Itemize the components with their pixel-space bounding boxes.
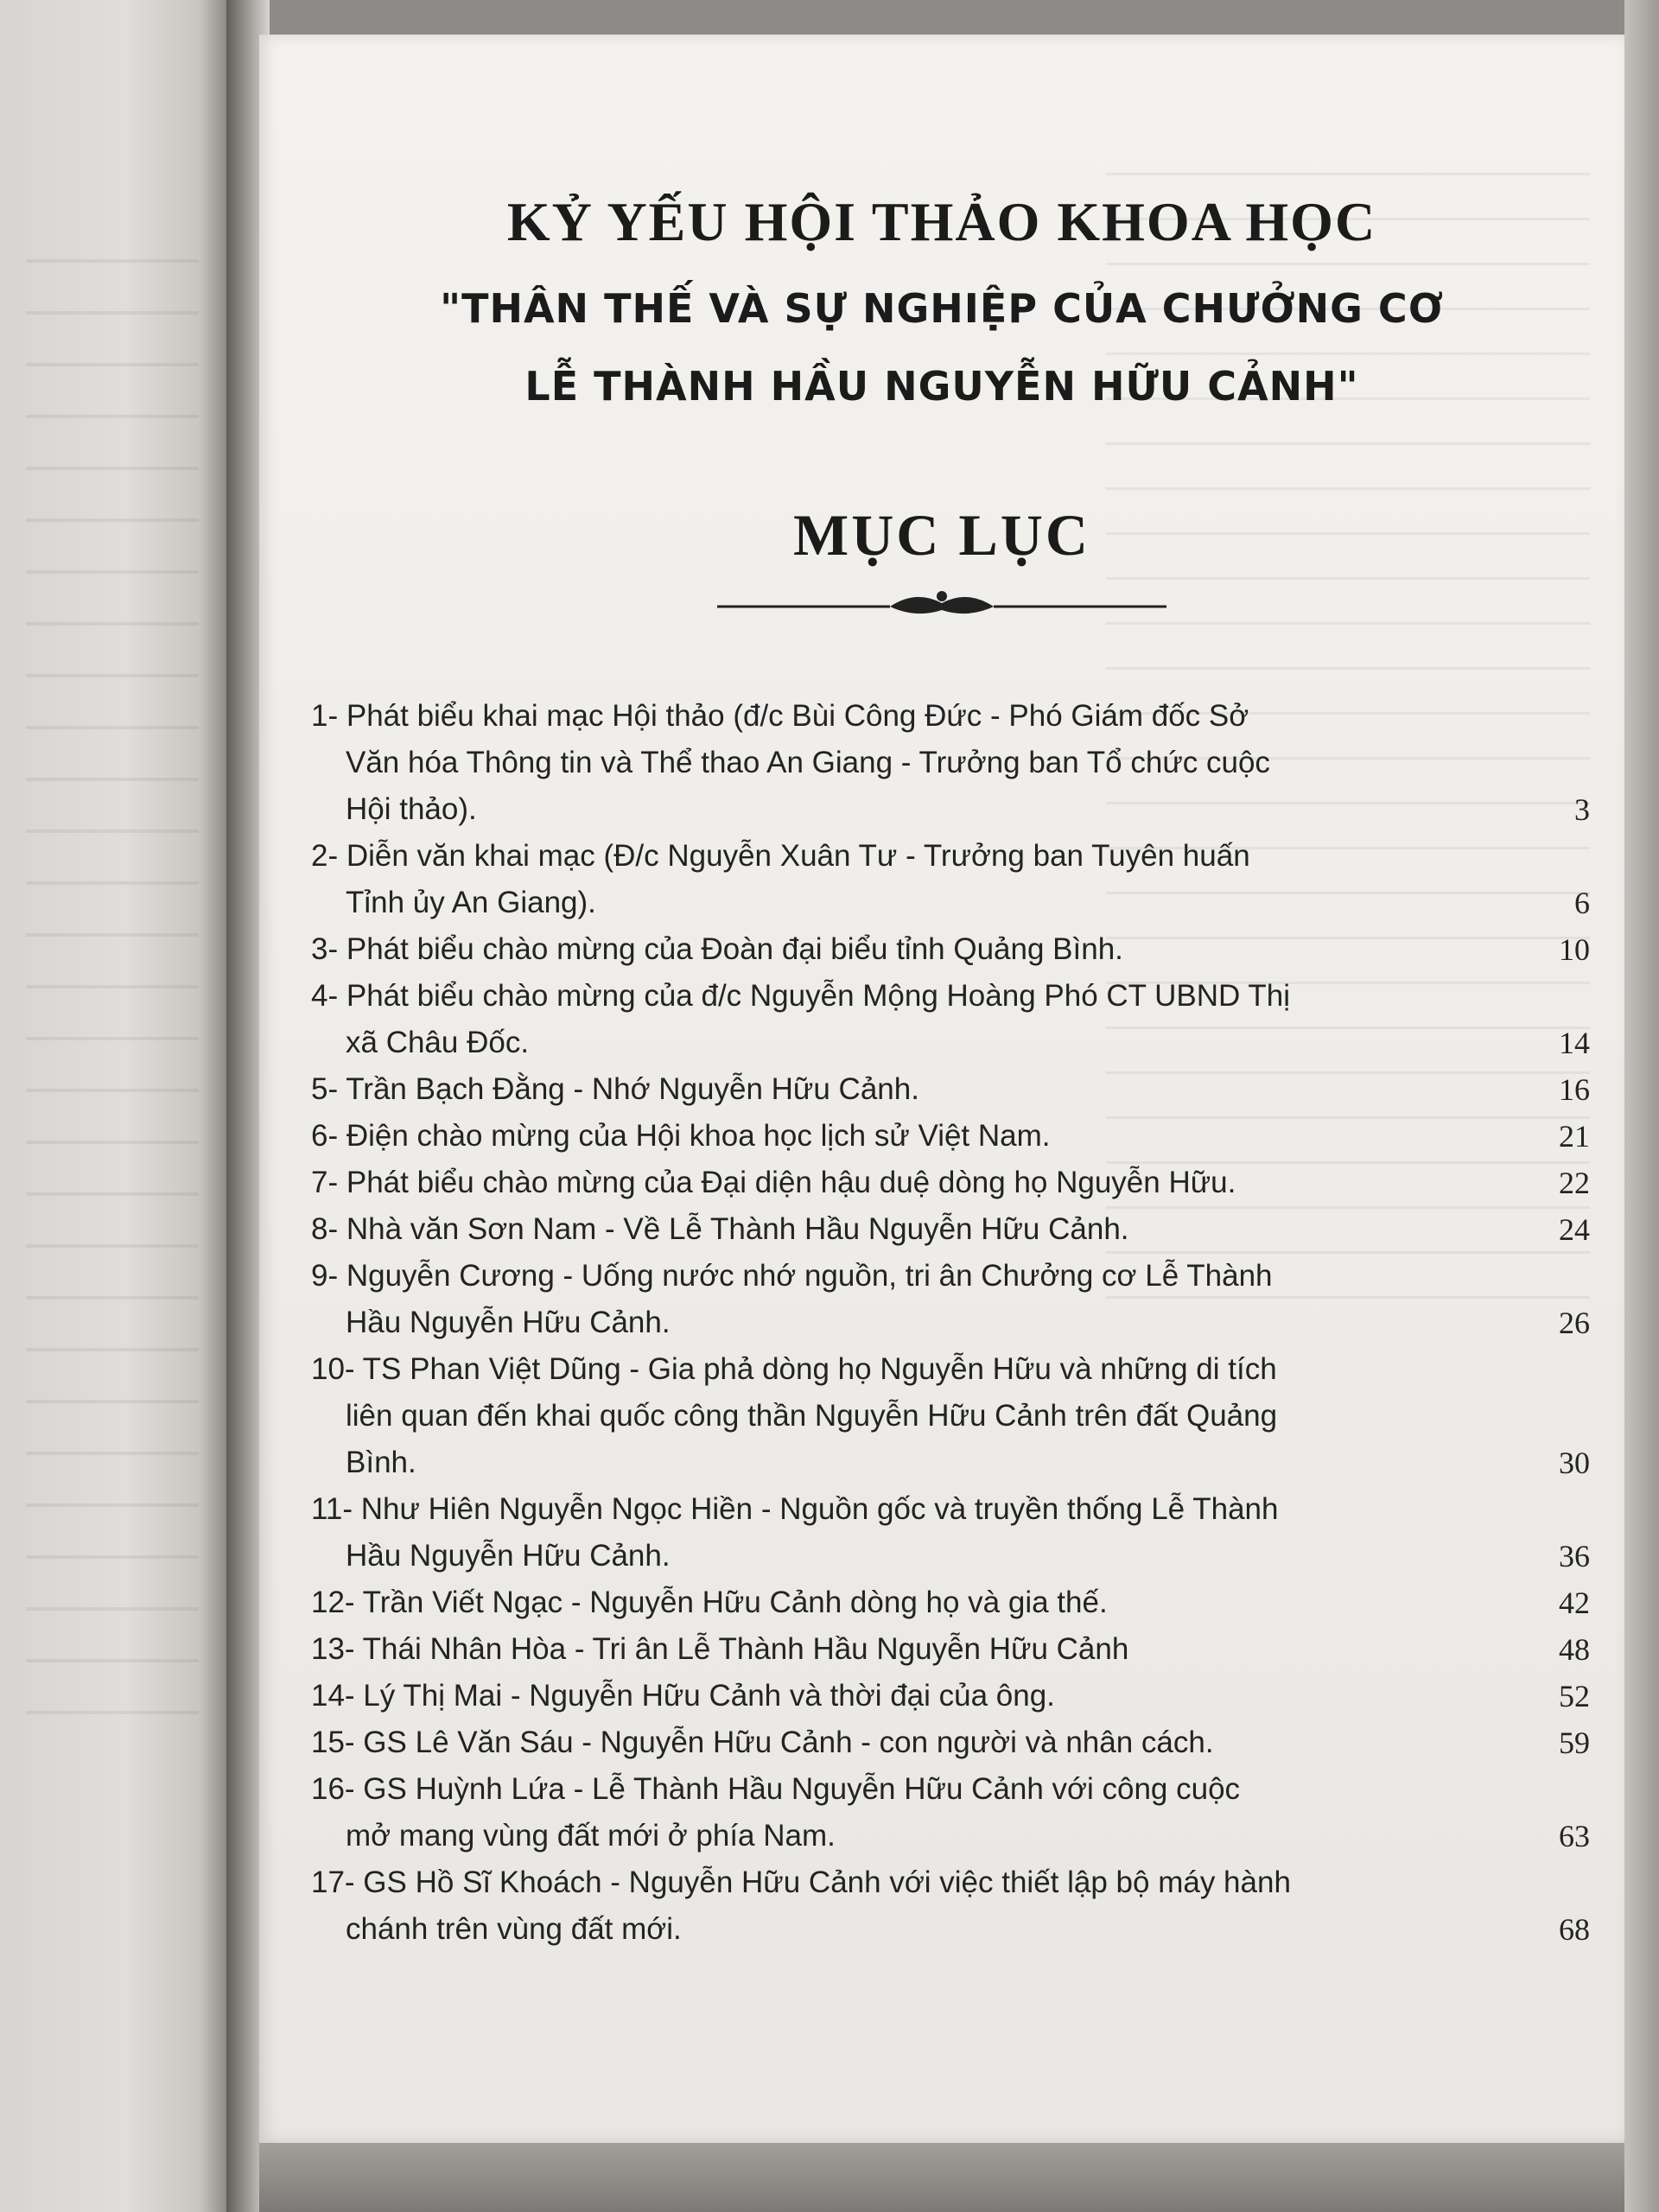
toc-page-number: 48 <box>1559 1632 1590 1667</box>
toc-entry-line: 5- Trần Bạch Đằng - Nhớ Nguyễn Hữu Cảnh. <box>311 1072 919 1106</box>
toc-page-number: 21 <box>1559 1119 1590 1154</box>
toc-entry <box>311 1673 1590 1719</box>
ornament-divider-icon <box>717 584 1166 619</box>
toc-entry-text <box>311 833 1512 926</box>
toc-page-number: 26 <box>1559 1306 1590 1340</box>
toc-entry-line: Tỉnh ủy An Giang). <box>346 886 596 919</box>
toc-entry-line: liên quan đến khai quốc công thần Nguyễn Hữu Cảnh trên đất Quảng <box>346 1399 1278 1433</box>
toc-entry-text <box>311 1673 1512 1719</box>
toc-entry <box>311 1719 1590 1766</box>
toc-entry-line: 12- Trần Viết Ngạc - Nguyễn Hữu Cảnh dòng họ và gia thế. <box>311 1586 1108 1619</box>
toc-page-number: 36 <box>1559 1539 1590 1573</box>
toc-entry <box>311 693 1590 833</box>
toc-entry <box>311 1766 1590 1859</box>
toc-entry <box>311 1486 1590 1580</box>
toc-entry-text <box>311 1113 1512 1160</box>
toc-entry-text <box>311 1626 1512 1673</box>
toc-page-number: 6 <box>1574 886 1590 920</box>
toc-entry-text <box>311 1160 1512 1206</box>
toc-entry-line: mở mang vùng đất mới ở phía Nam. <box>346 1819 836 1853</box>
toc-entry-line: Văn hóa Thông tin và Thể thao An Giang - Trưởng ban Tổ chức cuộc <box>346 746 1270 779</box>
toc-entry-line: chánh trên vùng đất mới. <box>346 1912 682 1946</box>
toc-entry <box>311 1580 1590 1626</box>
toc-entry-line: 14- Lý Thị Mai - Nguyễn Hữu Cảnh và thời đại của ông. <box>311 1679 1055 1713</box>
toc-entry-line: Hội thảo). <box>346 792 477 826</box>
toc-entry-line: xã Châu Đốc. <box>346 1026 530 1059</box>
toc-entry-line: Hầu Nguyễn Hữu Cảnh. <box>346 1306 671 1339</box>
previous-page <box>0 0 226 2212</box>
show-through-text <box>26 259 199 1728</box>
toc-entry-text <box>311 1346 1512 1486</box>
toc-page-number: 22 <box>1559 1166 1590 1200</box>
toc-entry-text <box>311 1719 1512 1766</box>
toc-entry-line: 8- Nhà văn Sơn Nam - Về Lễ Thành Hầu Nguyễn Hữu Cảnh. <box>311 1212 1129 1246</box>
toc-page-number: 14 <box>1559 1026 1590 1060</box>
toc-entry-text <box>311 1486 1512 1580</box>
toc-entry <box>311 833 1590 926</box>
toc-entry <box>311 1626 1590 1673</box>
toc-entry-line: Bình. <box>346 1446 416 1479</box>
toc-entry-line: 3- Phát biểu chào mừng của Đoàn đại biểu tỉnh Quảng Bình. <box>311 932 1123 966</box>
toc-entry-line: Hầu Nguyễn Hữu Cảnh. <box>346 1539 671 1573</box>
page-stack-edge-right <box>1624 0 1659 2212</box>
toc-entry <box>311 1859 1590 1953</box>
toc-page-number: 16 <box>1559 1072 1590 1107</box>
table-of-contents <box>311 693 1590 1953</box>
toc-entry <box>311 926 1590 973</box>
toc-page-number: 68 <box>1559 1912 1590 1947</box>
toc-page-number: 3 <box>1574 792 1590 827</box>
toc-page-number: 52 <box>1559 1679 1590 1713</box>
toc-entry-text <box>311 1859 1512 1953</box>
toc-entry-text <box>311 926 1512 973</box>
toc-entry <box>311 1160 1590 1206</box>
toc-entry-text <box>311 1253 1512 1346</box>
toc-entry-line: 1- Phát biểu khai mạc Hội thảo (đ/c Bùi Công Đức - Phó Giám đốc Sở <box>311 699 1249 733</box>
toc-entry <box>311 973 1590 1066</box>
toc-entry <box>311 1113 1590 1160</box>
toc-title: MỤC LỤC <box>793 502 1090 568</box>
toc-page-number: 63 <box>1559 1819 1590 1853</box>
toc-entry-line: 11- Như Hiên Nguyễn Ngọc Hiền - Nguồn gốc và truyền thống Lễ Thành <box>311 1492 1279 1526</box>
toc-entry-text <box>311 693 1512 833</box>
toc-entry-text <box>311 973 1512 1066</box>
toc-entry <box>311 1346 1590 1486</box>
page-title: KỶ YẾU HỘI THẢO KHOA HỌC <box>506 191 1377 252</box>
toc-entry <box>311 1066 1590 1113</box>
subtitle-line-1: "THÂN THẾ VÀ SỰ NGHIỆP CỦA CHƯỞNG CƠ <box>440 285 1444 332</box>
toc-entry-line: 17- GS Hồ Sĩ Khoách - Nguyễn Hữu Cảnh với việc thiết lập bộ máy hành <box>311 1866 1291 1899</box>
toc-entry-text <box>311 1580 1512 1626</box>
toc-page-number: 42 <box>1559 1586 1590 1620</box>
toc-entry-line: 16- GS Huỳnh Lứa - Lễ Thành Hầu Nguyễn Hữu Cảnh với công cuộc <box>311 1772 1241 1806</box>
toc-page-number: 30 <box>1559 1446 1590 1480</box>
toc-entry-line: 7- Phát biểu chào mừng của Đại diện hậu duệ dòng họ Nguyễn Hữu. <box>311 1166 1236 1199</box>
page-stack-edge <box>259 2143 1624 2212</box>
toc-entry-line: 9- Nguyễn Cương - Uống nước nhớ nguồn, tri ân Chưởng cơ Lễ Thành <box>311 1259 1273 1293</box>
toc-entry-line: 13- Thái Nhân Hòa - Tri ân Lễ Thành Hầu Nguyễn Hữu Cảnh <box>311 1632 1129 1666</box>
toc-entry-text <box>311 1206 1512 1253</box>
toc-entry-text <box>311 1766 1512 1859</box>
toc-entry <box>311 1206 1590 1253</box>
toc-page-number: 24 <box>1559 1212 1590 1247</box>
toc-entry-line: 6- Điện chào mừng của Hội khoa học lịch sử Việt Nam. <box>311 1119 1051 1153</box>
toc-entry-line: 15- GS Lê Văn Sáu - Nguyễn Hữu Cảnh - con người và nhân cách. <box>311 1726 1214 1759</box>
subtitle-line-2: LỄ THÀNH HẦU NGUYỄN HỮU CẢNH" <box>524 363 1359 410</box>
toc-entry-line: 10- TS Phan Việt Dũng - Gia phả dòng họ Nguyễn Hữu và những di tích <box>311 1352 1277 1386</box>
toc-entry-text <box>311 1066 1512 1113</box>
toc-page-number: 10 <box>1559 932 1590 967</box>
toc-entry-line: 2- Diễn văn khai mạc (Đ/c Nguyễn Xuân Tư - Trưởng ban Tuyên huấn <box>311 839 1250 873</box>
book-page <box>259 35 1624 2143</box>
toc-entry <box>311 1253 1590 1346</box>
toc-entry-line: 4- Phát biểu chào mừng của đ/c Nguyễn Mộng Hoàng Phó CT UBND Thị <box>311 979 1291 1013</box>
toc-page-number: 59 <box>1559 1726 1590 1760</box>
